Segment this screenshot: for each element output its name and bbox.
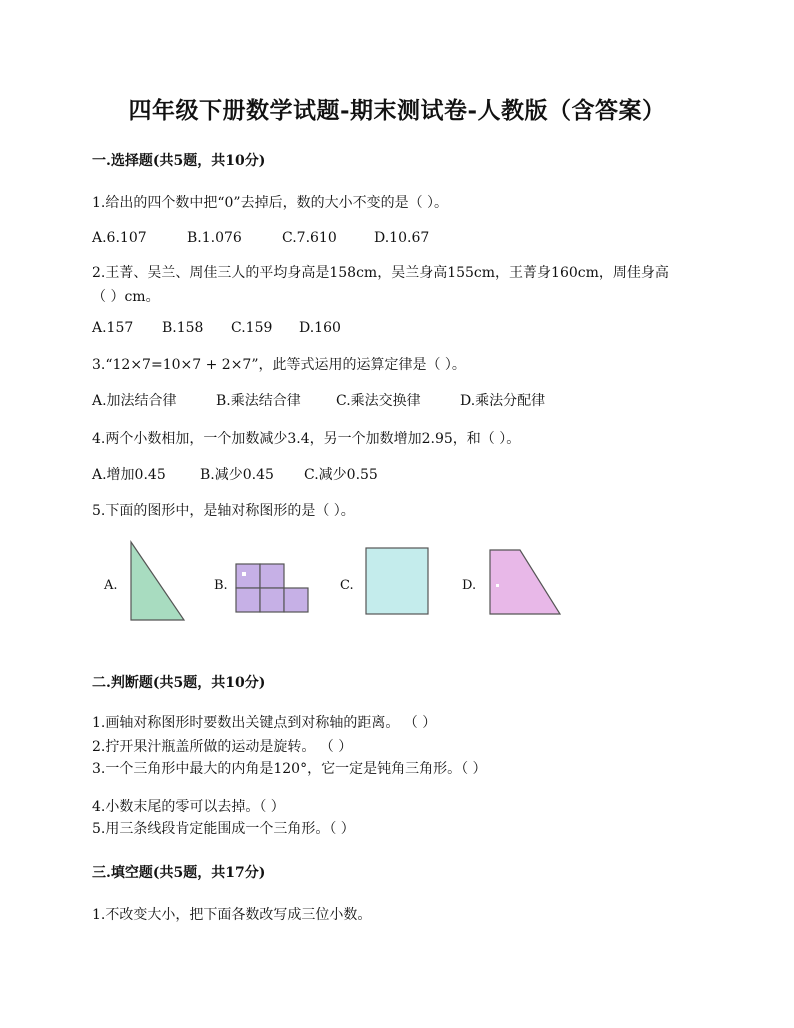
option-a: A.增加0.45 bbox=[92, 467, 166, 483]
right-triangle-figure bbox=[122, 538, 186, 624]
fill-in-question-1-text: 1.不改变大小，把下面各数改写成三位小数。 bbox=[92, 907, 372, 923]
question-5-text: 5.下面的图形中，是轴对称图形的是（ ）。 bbox=[92, 503, 355, 519]
true-false-item-1: 1.画轴对称图形时要数出关键点到对称轴的距离。 （ ） bbox=[92, 715, 437, 731]
question-1-options bbox=[92, 230, 429, 246]
figure-label-b: B. bbox=[214, 578, 228, 593]
option-c: C.乘法交换律 bbox=[336, 393, 421, 409]
figure-label-c: C. bbox=[340, 578, 354, 593]
l-shaped-squares-figure bbox=[228, 538, 318, 624]
option-a: A.加法结合律 bbox=[92, 393, 177, 409]
true-false-item-4: 4.小数末尾的零可以去掉。（ ） bbox=[92, 799, 285, 815]
section-heading-true-false: 二.判断题(共5题，共10分) bbox=[92, 675, 266, 691]
question-1-text: 1.给出的四个数中把“0”去掉后，数的大小不变的是（ ）。 bbox=[92, 195, 449, 211]
true-false-item-5: 5.用三条线段肯定能围成一个三角形。（ ） bbox=[92, 821, 355, 837]
square-figure bbox=[358, 538, 434, 624]
question-2-text-line1: 2.王菁、吴兰、周佳三人的平均身高是158cm，吴兰身高155cm，王菁身160cm，周佳身高 bbox=[92, 265, 669, 281]
figure-label-d: D. bbox=[462, 578, 477, 593]
question-4-options bbox=[92, 464, 378, 484]
question-3-text: 3.“12×7=10×7 + 2×7”，此等式运用的运算定律是（ ）。 bbox=[92, 357, 466, 373]
option-b: B.1.076 bbox=[187, 230, 242, 246]
true-false-item-2: 2.拧开果汁瓶盖所做的运动是旋转。 （ ） bbox=[92, 739, 353, 755]
option-a: A.157 bbox=[92, 320, 134, 336]
option-d: D.乘法分配律 bbox=[460, 393, 546, 409]
option-c: C.159 bbox=[231, 320, 273, 336]
option-a: A.6.107 bbox=[92, 230, 147, 246]
option-c: C.7.610 bbox=[282, 230, 337, 246]
question-4-text: 4.两个小数相加，一个加数减少3.4，另一个加数增加2.95，和（ ）。 bbox=[92, 431, 521, 447]
question-5-figures bbox=[92, 538, 612, 626]
true-false-item-3: 3.一个三角形中最大的内角是120°，它一定是钝角三角形。（ ） bbox=[92, 761, 487, 777]
option-d: D.160 bbox=[299, 320, 341, 336]
option-b: B.减少0.45 bbox=[200, 467, 274, 483]
option-d: D.10.67 bbox=[374, 230, 430, 246]
question-2-options bbox=[92, 320, 341, 336]
figure-label-a: A. bbox=[104, 578, 118, 593]
section-heading-fill-in: 三.填空题(共5题，共17分) bbox=[92, 865, 266, 881]
page-title: 四年级下册数学试题-期末测试卷-人教版（含答案） bbox=[128, 97, 666, 124]
option-b: B.乘法结合律 bbox=[216, 393, 301, 409]
option-c: C.减少0.55 bbox=[304, 467, 378, 483]
question-3-options bbox=[92, 390, 545, 410]
section-heading-choice: 一.选择题(共5题，共10分) bbox=[92, 153, 266, 169]
option-b: B.158 bbox=[162, 320, 204, 336]
question-2-text-line2: （ ）cm。 bbox=[92, 289, 160, 305]
trapezoid-figure bbox=[482, 538, 568, 624]
